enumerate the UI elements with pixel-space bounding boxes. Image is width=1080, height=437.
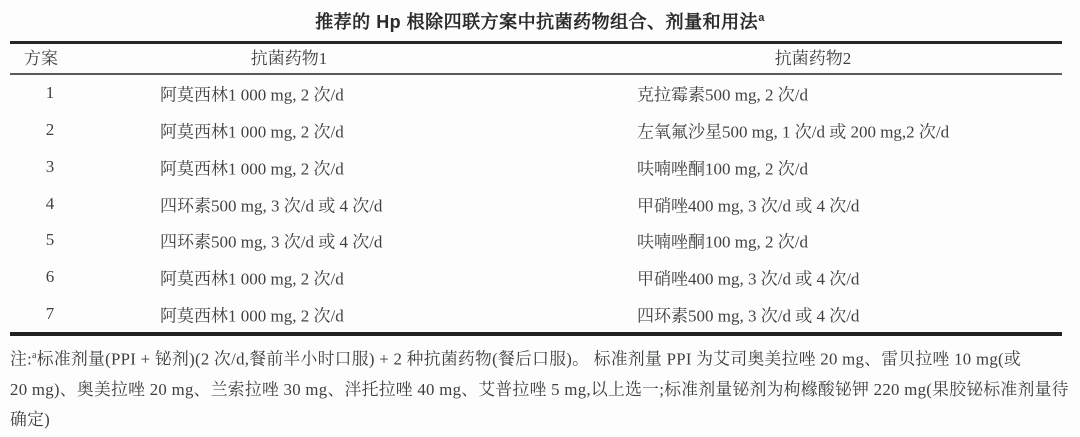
cell-regimen-number: 6 (45, 266, 55, 286)
cell-antibiotic-2: 呋喃唑酮100 mg, 2 次/d (637, 232, 808, 252)
cell-regimen-number: 7 (45, 303, 55, 323)
footnote-line-2: 20 mg)、奥美拉唑 20 mg、兰索拉唑 30 mg、泮托拉唑 40 mg、艾普拉唑 5 mg,以上选一;标准剂量铋剂为枸橼酸铋钾 220 mg(果胶铋标准剂量待 (10, 379, 1069, 399)
footnote-marker: a (32, 350, 37, 361)
cell-antibiotic-1: 阿莫西林1 000 mg, 2 次/d (160, 269, 344, 289)
cell-antibiotic-1: 阿莫西林1 000 mg, 2 次/d (160, 159, 344, 179)
table-row (10, 295, 1062, 332)
table-body (10, 75, 1062, 332)
table-row (10, 259, 1062, 296)
cell-regimen-number: 1 (45, 83, 55, 103)
header-regimen: 方案 (24, 49, 58, 68)
table-header-row (10, 44, 1062, 73)
footnote-prefix: 注: (10, 349, 33, 369)
cell-antibiotic-1: 阿莫西林1 000 mg, 2 次/d (160, 85, 344, 105)
table-row (10, 185, 1062, 222)
table-title-footnote-marker: a (758, 12, 765, 24)
table-bottom-rule (10, 332, 1062, 336)
cell-antibiotic-1: 阿莫西林1 000 mg, 2 次/d (160, 306, 344, 326)
cell-antibiotic-2: 左氧氟沙星500 mg, 1 次/d 或 200 mg,2 次/d (637, 122, 950, 142)
cell-antibiotic-2: 呋喃唑酮100 mg, 2 次/d (637, 159, 808, 179)
cell-antibiotic-1: 四环素500 mg, 3 次/d 或 4 次/d (160, 232, 383, 252)
footnote-line-1 (10, 341, 1072, 375)
cell-antibiotic-2: 甲硝唑400 mg, 3 次/d 或 4 次/d (637, 196, 860, 216)
footnote-line-3: 确定) (10, 409, 51, 429)
cell-antibiotic-2: 克拉霉素500 mg, 2 次/d (637, 85, 808, 105)
cell-antibiotic-2: 四环素500 mg, 3 次/d 或 4 次/d (637, 306, 860, 326)
table-footnote (10, 341, 1072, 435)
table-row (10, 112, 1062, 149)
table-title (0, 8, 1080, 34)
cell-regimen-number: 5 (45, 230, 55, 250)
table-row (10, 148, 1062, 185)
table-row (10, 222, 1062, 259)
header-antibiotic-2: 抗菌药物2 (774, 49, 852, 68)
table-row (10, 75, 1062, 112)
cell-antibiotic-1: 四环素500 mg, 3 次/d 或 4 次/d (160, 196, 383, 216)
table-title-text: 推荐的 Hp 根除四联方案中抗菌药物组合、剂量和用法 (315, 12, 759, 32)
header-antibiotic-1: 抗菌药物1 (250, 49, 328, 68)
cell-regimen-number: 4 (45, 193, 55, 213)
cell-antibiotic-1: 阿莫西林1 000 mg, 2 次/d (160, 122, 344, 142)
cell-regimen-number: 3 (45, 156, 55, 176)
cell-regimen-number: 2 (45, 120, 55, 140)
cell-antibiotic-2: 甲硝唑400 mg, 3 次/d 或 4 次/d (637, 269, 860, 289)
footnote-line-1-text: 标准剂量(PPI + 铋剂)(2 次/d,餐前半小时口服) + 2 种抗菌药物(餐后口服)。 标准剂量 PPI 为艾司奥美拉唑 20 mg、雷贝拉唑 10 mg(或 (36, 349, 1022, 369)
